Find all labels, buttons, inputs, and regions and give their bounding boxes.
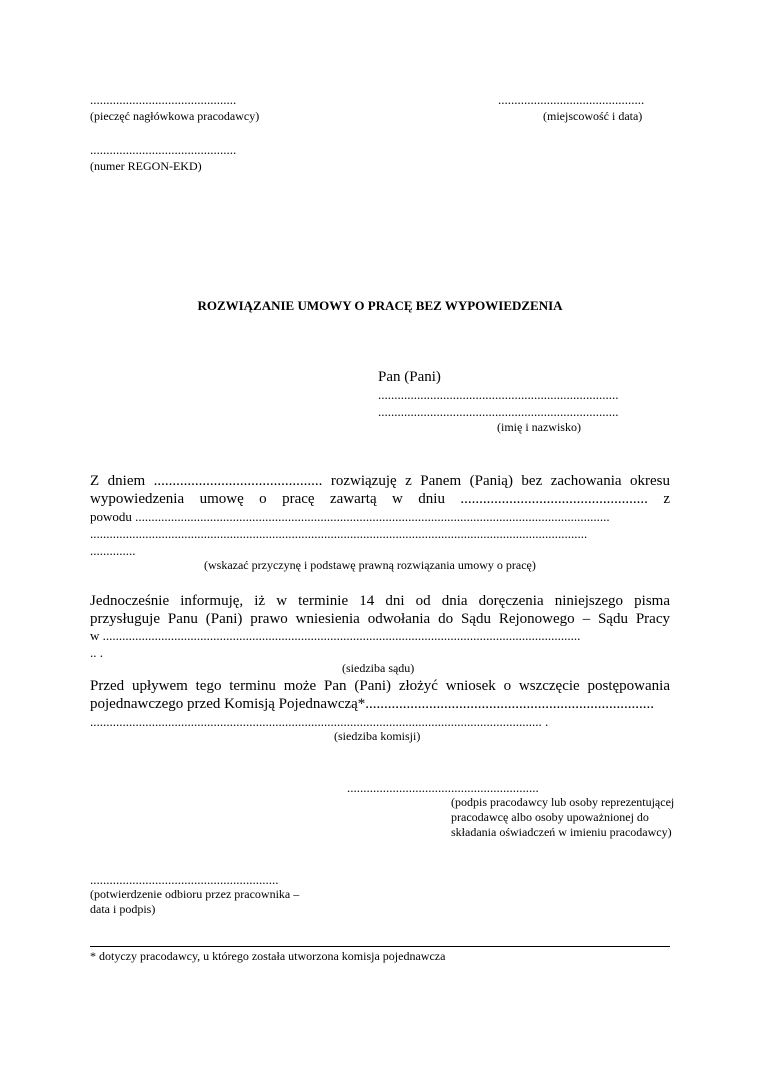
paragraph2-line4: .. . (90, 645, 103, 660)
footnote-divider (90, 946, 670, 947)
stamp-label: (pieczęć nagłówkowa pracodawcy) (90, 109, 260, 123)
paragraph1-line2: wypowiedzenia umowę o pracę zawartą w dniu .................................................. z (90, 491, 670, 507)
regon-label: (numer REGON-EKD) (90, 159, 202, 173)
document-title: ROZWIĄZANIE UMOWY O PRACĘ BEZ WYPOWIEDZENIA (197, 298, 563, 313)
recipient-line-1: .......................................................................... (378, 387, 619, 402)
footnote: * dotyczy pracodawcy, u którego została utworzona komisja pojednawcza (90, 949, 446, 963)
receipt-confirmation-dots: .......................................................... (90, 872, 279, 887)
regon-dots: ............................................. (90, 142, 237, 157)
commission-seat-label: (siedziba komisji) (334, 729, 421, 743)
paragraph1-line3: powodu .................................................................................................................................................. (90, 509, 610, 524)
paragraph2-line2: przysługuje Panu (Pani) prawo wniesienia odwołania do Sądu Rejonowego – Sądu Pracy (90, 611, 670, 627)
recipient-line-2: .......................................................................... (378, 404, 619, 419)
paragraph3-line3: ........................................................................................................................................... . (90, 714, 549, 729)
employer-signature-label: (podpis pracodawcy lub osoby reprezentującej pracodawcę albo osoby upoważnionej do składania oświadczeń w imieniu pracodawcy) (451, 795, 675, 839)
recipient-label: (imię i nazwisko) (497, 420, 581, 434)
paragraph2-line3: w ................................................................................................................................................... (90, 628, 581, 643)
paragraph3-line1: Przed upływem tego terminu może Pan (Pani) złożyć wniosek o wszczęcie postępowania (90, 678, 670, 694)
recipient-salutation: Pan (Pani) (378, 369, 441, 385)
employer-signature-dots: ........................................................... (347, 780, 539, 795)
court-seat-label: (siedziba sądu) (342, 661, 415, 675)
paragraph2-line1: Jednocześnie informuję, iż w terminie 14 dni od dnia doręczenia niniejszego pisma (90, 593, 670, 609)
paragraph3-line2: pojednawczego przed Komisją Pojednawczą*............................................................................. (90, 696, 655, 712)
place-date-label: (miejscowość i data) (543, 109, 643, 123)
paragraph1-line4: ......................................................................................................................................................... (90, 526, 588, 541)
receipt-confirmation-label: (potwierdzenie odbioru przez pracownika – data i podpis) (90, 887, 300, 916)
paragraph1-line1: Z dniem ............................................. rozwiązuję z Panem (Panią) bez zachowania okresu (90, 473, 670, 489)
paragraph1-note: (wskazać przyczynę i podstawę prawną rozwiązania umowy o pracę) (204, 558, 536, 572)
place-date-dots: ............................................. (498, 92, 645, 107)
paragraph1-line5: .............. (90, 543, 136, 558)
stamp-dots: ............................................. (90, 92, 237, 107)
